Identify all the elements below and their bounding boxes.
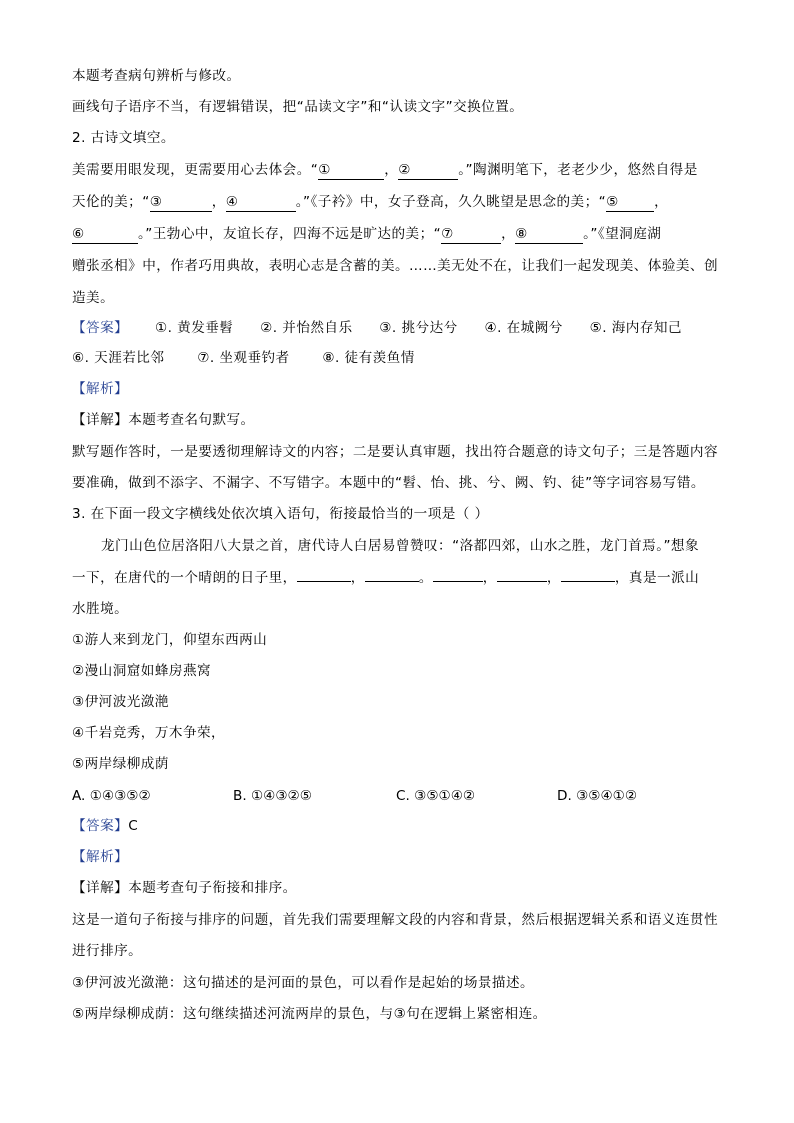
sentence-2: ②漫山洞窟如蜂房燕窝 bbox=[72, 663, 212, 679]
text-line: 画线句子语序不当，有逻辑错误，把“品读文字”和“认读文字”交换位置。 bbox=[72, 99, 524, 115]
blank-7: ⑦ bbox=[441, 226, 501, 244]
answer-row-2 bbox=[72, 348, 415, 368]
answer-item: ③. 挑兮达兮 bbox=[379, 320, 458, 336]
option-c: C. ③⑤①④② bbox=[396, 788, 476, 804]
blank bbox=[433, 581, 483, 582]
blank-3: ③ bbox=[150, 194, 212, 212]
blank bbox=[497, 581, 547, 582]
sentence-4: ④千岩竞秀，万木争荣， bbox=[72, 725, 226, 741]
answer-item: ④. 在城阙兮 bbox=[484, 320, 563, 336]
text-line: 默写题作答时，一是要透彻理解诗文的内容；二是要认真审题，找出符合题意的诗文句子；三是答题内容 bbox=[72, 444, 719, 460]
answer-item: ⑦. 坐观垂钓者 bbox=[197, 350, 290, 366]
question-3-passage-1: 龙门山色位居洛阳八大景之首，唐代诗人白居易曾赞叹：“洛都四郊，山水之胜，龙门首焉。”想象 bbox=[101, 538, 700, 554]
sentence-3: ③伊河波光潋滟 bbox=[72, 694, 169, 710]
text-line: 本题考查病句辨析与修改。 bbox=[72, 68, 241, 84]
answer-item: ⑥. 天涯若比邻 bbox=[72, 350, 165, 366]
answer-label: 【答案】 bbox=[72, 320, 129, 336]
detail-line: 【详解】本题考查句子衔接和排序。 bbox=[72, 880, 297, 896]
text-line: 进行排序。 bbox=[72, 943, 143, 959]
blank-8: ⑧ bbox=[515, 226, 583, 244]
blank-6: ⑥ bbox=[72, 226, 138, 244]
sentence-5: ⑤两岸绿柳成荫 bbox=[72, 756, 169, 772]
text-line: ⑤两岸绿柳成荫：这句继续描述河流两岸的景色，与③句在逻辑上紧密相连。 bbox=[72, 1006, 547, 1022]
answer-item: ①. 黄发垂髫 bbox=[154, 320, 234, 336]
question-2-line-2: 天伦的美；“③ ，④ 。”《子衿》中，女子登高，久久眺望是思念的美；“⑤ ， bbox=[72, 194, 669, 210]
option-d: D. ③⑤④①② bbox=[557, 788, 638, 804]
blank bbox=[561, 581, 615, 582]
answer-item: ⑧. 徒有羡鱼情 bbox=[322, 350, 415, 366]
blank-4: ④ bbox=[226, 194, 296, 212]
question-2-title: 2. 古诗文填空。 bbox=[72, 130, 175, 146]
question-2-line-4: 赠张丞相》中，作者巧用典故，表明心志是含蓄的美。……美无处不在，让我们一起发现美、体验美、创 bbox=[72, 258, 719, 274]
question-3-passage-3: 水胜境。 bbox=[72, 601, 129, 617]
text-line: 这是一道句子衔接与排序的问题，首先我们需要理解文段的内容和背景，然后根据逻辑关系和语义连贯性 bbox=[72, 912, 719, 928]
question-2-line-1: 美需要用眼发现，更需要用心去体会。“① ，② 。”陶渊明笔下，老老少少，悠然自得是 bbox=[72, 162, 698, 178]
answer-item: ⑤. 海内存知己 bbox=[589, 320, 682, 336]
option-b: B. ①④③②⑤ bbox=[233, 788, 312, 804]
question-3-answer: 【答案】C bbox=[72, 818, 139, 834]
text-line: 要准确，做到不添字、不漏字、不写错字。本题中的“髫、怡、挑、兮、阙、钓、徒”等字词容易写错。 bbox=[72, 475, 705, 491]
blank-1: ① bbox=[318, 162, 384, 180]
blank-5: ⑤ bbox=[606, 194, 654, 212]
answer-row-1 bbox=[72, 318, 682, 338]
blank bbox=[297, 581, 351, 582]
answer-item: ②. 并怡然自乐 bbox=[260, 320, 353, 336]
detail-line: 【详解】本题考查名句默写。 bbox=[72, 412, 255, 428]
analysis-label: 【解析】 bbox=[72, 849, 129, 865]
question-2-line-3: ⑥ 。”王勃心中，友谊长存，四海不远是旷达的美；“⑦ ，⑧ 。”《望洞庭湖 bbox=[72, 226, 662, 242]
question-3-passage-2: 一下，在唐代的一个晴朗的日子里， ， 。 ， ， ，真是一派山 bbox=[72, 570, 700, 586]
blank bbox=[365, 581, 419, 582]
option-a: A. ①④③⑤② bbox=[72, 788, 151, 804]
analysis-label: 【解析】 bbox=[72, 381, 129, 397]
blank-2: ② bbox=[398, 162, 458, 180]
question-3-title: 3. 在下面一段文字横线处依次填入语句，衔接最恰当的一项是（ ） bbox=[72, 506, 489, 522]
text-line: ③伊河波光潋滟：这句描述的是河面的景色，可以看作是起始的场景描述。 bbox=[72, 975, 535, 991]
sentence-1: ①游人来到龙门，仰望东西两山 bbox=[72, 632, 268, 648]
question-2-line-5: 造美。 bbox=[72, 290, 115, 306]
